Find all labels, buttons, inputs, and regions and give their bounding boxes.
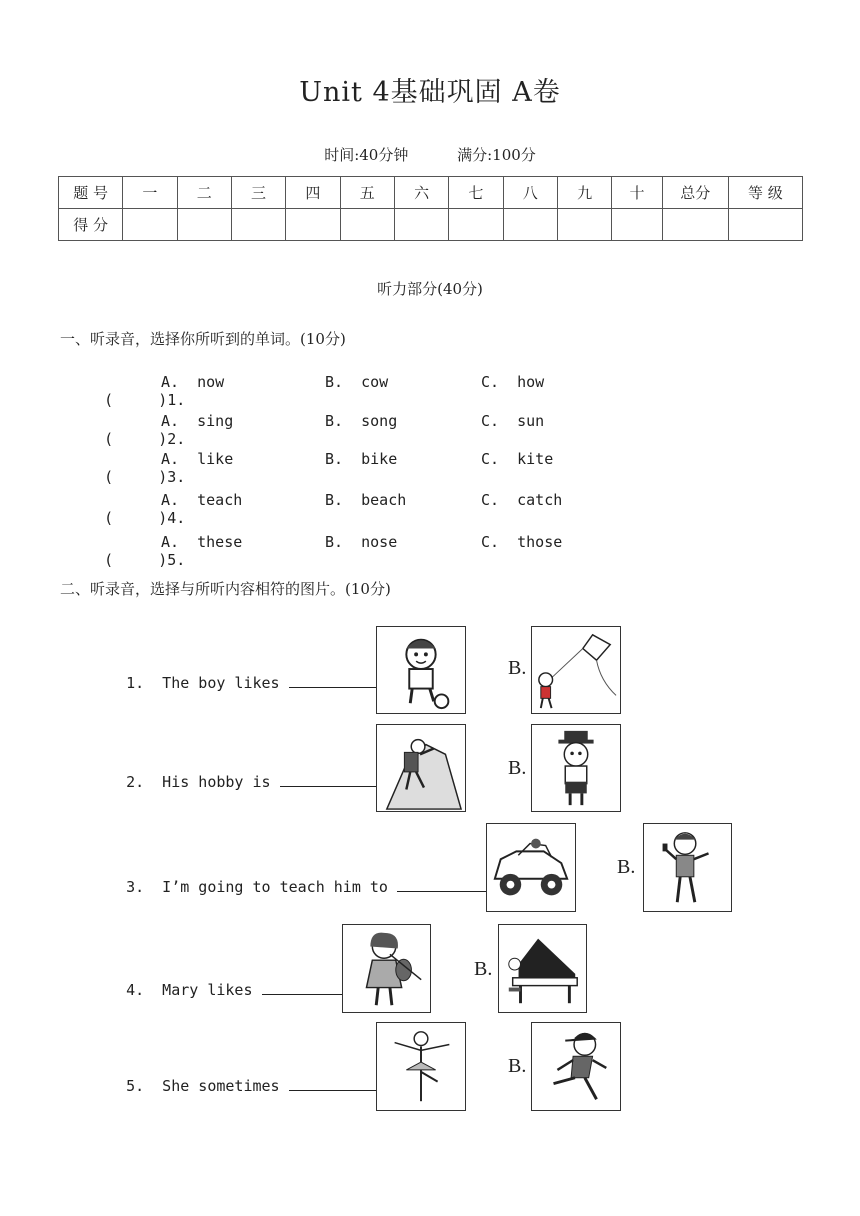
row-label: 得 分 bbox=[59, 209, 123, 241]
option-a[interactable]: A. sing bbox=[161, 412, 234, 430]
option-b[interactable]: B. cow bbox=[325, 373, 389, 391]
question-text: 1. The boy likes bbox=[126, 674, 289, 692]
page-title: Unit 4基础巩固 A卷 bbox=[299, 77, 561, 108]
score-cell[interactable] bbox=[286, 209, 340, 241]
score-cell[interactable] bbox=[612, 209, 662, 241]
header-cell: 九 bbox=[557, 177, 611, 209]
option-b[interactable]: B. nose bbox=[325, 533, 398, 551]
option-a[interactable]: A. teach bbox=[161, 491, 243, 509]
question-number: ( )5. bbox=[104, 551, 186, 569]
piano-icon bbox=[499, 925, 586, 1012]
picture-question bbox=[108, 859, 519, 896]
header-cell: 六 bbox=[394, 177, 448, 209]
score-cell[interactable] bbox=[449, 209, 503, 241]
boy-flying-kite-picture[interactable] bbox=[531, 626, 621, 714]
header-cell: 总分 bbox=[662, 177, 728, 209]
answer-blank[interactable] bbox=[262, 980, 348, 995]
option-a[interactable]: A. now bbox=[161, 373, 225, 391]
question-text: 5. She sometimes bbox=[126, 1077, 289, 1095]
listening-section-header: 听力部分(40分) bbox=[377, 280, 483, 298]
answer-blank[interactable] bbox=[289, 673, 383, 688]
boy-hat-icon bbox=[532, 725, 620, 811]
full-score: 满分:100分 bbox=[457, 146, 536, 164]
score-cell[interactable] bbox=[503, 209, 557, 241]
kite-icon bbox=[532, 627, 620, 713]
climber-icon bbox=[377, 725, 465, 811]
question-text: 4. Mary likes bbox=[126, 981, 262, 999]
boy-playing-football-picture[interactable] bbox=[376, 626, 466, 714]
girl-playing-violin-picture[interactable] bbox=[342, 924, 431, 1013]
score-cell[interactable] bbox=[557, 209, 611, 241]
singer-icon bbox=[644, 824, 731, 911]
violin-icon bbox=[343, 925, 430, 1012]
answer-blank[interactable] bbox=[289, 1076, 383, 1091]
question-number: ( )1. bbox=[104, 391, 186, 409]
option-b[interactable]: B. beach bbox=[325, 491, 407, 509]
part2-heading: 二、听录音，选择与所听内容相符的图片。(10分) bbox=[60, 580, 391, 598]
header-cell: 一 bbox=[123, 177, 177, 209]
option-a[interactable]: A. like bbox=[161, 450, 234, 468]
question-number: ( )4. bbox=[104, 509, 186, 527]
part1-heading: 一、听录音，选择你所听到的单词。(10分) bbox=[60, 330, 346, 348]
picture-question bbox=[108, 754, 402, 791]
picture-question bbox=[108, 962, 366, 999]
option-c[interactable]: C. how bbox=[481, 373, 545, 391]
piano-picture[interactable] bbox=[498, 924, 587, 1013]
question-text: 3. I’m going to teach him to bbox=[126, 878, 397, 896]
picture-question bbox=[108, 1058, 401, 1095]
toy-car-picture[interactable] bbox=[486, 823, 576, 912]
girl-running-picture[interactable] bbox=[531, 1022, 621, 1111]
boy-singing-picture[interactable] bbox=[643, 823, 732, 912]
option-b-letter: B. bbox=[508, 757, 527, 779]
header-cell: 十 bbox=[612, 177, 662, 209]
question-text: 2. His hobby is bbox=[126, 773, 280, 791]
score-cell[interactable] bbox=[662, 209, 728, 241]
car-icon bbox=[487, 824, 575, 911]
score-cell[interactable] bbox=[394, 209, 448, 241]
option-b-letter: B. bbox=[617, 856, 636, 878]
option-b-letter: B. bbox=[474, 958, 493, 980]
rock-climbing-picture[interactable] bbox=[376, 724, 466, 812]
score-cell[interactable] bbox=[340, 209, 394, 241]
question-number: ( )2. bbox=[104, 430, 186, 448]
score-table-header-row bbox=[59, 177, 803, 209]
option-b[interactable]: B. song bbox=[325, 412, 398, 430]
option-c[interactable]: C. those bbox=[481, 533, 563, 551]
header-cell: 三 bbox=[231, 177, 285, 209]
header-cell: 题 号 bbox=[59, 177, 123, 209]
score-cell[interactable] bbox=[177, 209, 231, 241]
option-c[interactable]: C. sun bbox=[481, 412, 545, 430]
header-cell: 四 bbox=[286, 177, 340, 209]
boy-with-hat-picture[interactable] bbox=[531, 724, 621, 812]
header-cell: 二 bbox=[177, 177, 231, 209]
header-cell: 五 bbox=[340, 177, 394, 209]
picture-question bbox=[108, 655, 401, 692]
option-c[interactable]: C. kite bbox=[481, 450, 554, 468]
score-cell[interactable] bbox=[231, 209, 285, 241]
ballet-dancer-picture[interactable] bbox=[376, 1022, 466, 1111]
header-cell: 七 bbox=[449, 177, 503, 209]
exam-meta bbox=[0, 144, 860, 165]
boy-football-icon bbox=[377, 627, 465, 713]
option-a[interactable]: A. these bbox=[161, 533, 243, 551]
running-icon bbox=[532, 1023, 620, 1110]
score-cell[interactable] bbox=[728, 209, 802, 241]
option-b-letter: B. bbox=[508, 1055, 527, 1077]
question-number: ( )3. bbox=[104, 468, 186, 486]
option-b[interactable]: B. bike bbox=[325, 450, 398, 468]
score-table bbox=[58, 176, 803, 241]
time-limit: 时间:40分钟 bbox=[324, 146, 409, 164]
option-b-letter: B. bbox=[508, 657, 527, 679]
score-table-score-row bbox=[59, 209, 803, 241]
header-cell: 八 bbox=[503, 177, 557, 209]
option-c[interactable]: C. catch bbox=[481, 491, 563, 509]
ballet-icon bbox=[377, 1023, 465, 1110]
answer-blank[interactable] bbox=[280, 772, 384, 787]
score-cell[interactable] bbox=[123, 209, 177, 241]
header-cell: 等 级 bbox=[728, 177, 802, 209]
